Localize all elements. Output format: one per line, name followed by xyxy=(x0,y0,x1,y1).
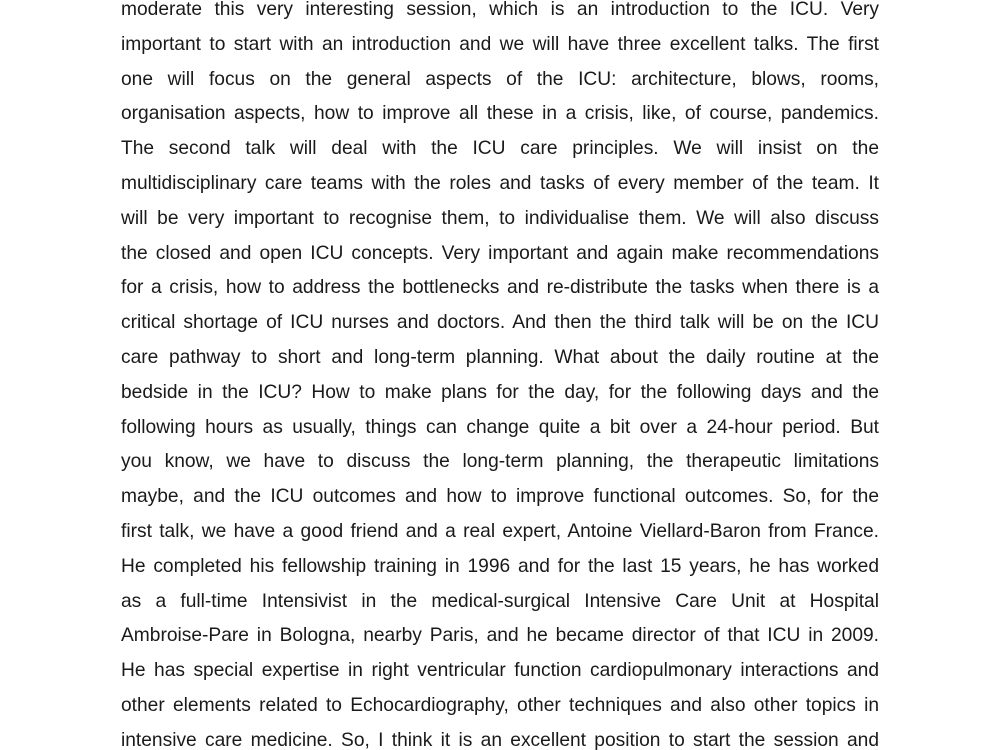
text-line: for a crisis, how to address the bottlenecks and re-distribute the tasks when there is a xyxy=(121,277,879,299)
text-line: following hours as usually, things can change quite a bit over a 24-hour period. But xyxy=(121,416,879,438)
text-line: moderate this very interesting session, which is an introduction to the ICU. Very xyxy=(121,0,879,20)
text-line: care pathway to short and long-term planning. What about the daily routine at the xyxy=(121,346,879,368)
text-line: organisation aspects, how to improve all these in a crisis, like, of course, pandemics. xyxy=(121,103,879,125)
transcript-text-block xyxy=(121,0,879,750)
text-line: He completed his fellowship training in 1996 and for the last 15 years, he has worked xyxy=(121,555,879,577)
text-line: maybe, and the ICU outcomes and how to improve functional outcomes. So, for the xyxy=(121,486,879,508)
text-line: important to start with an introduction and we will have three excellent talks. The first xyxy=(121,33,879,55)
text-line: other elements related to Echocardiography, other techniques and also other topics in xyxy=(121,694,879,716)
text-line: one will focus on the general aspects of the ICU: architecture, blows, rooms, xyxy=(121,68,879,90)
text-line: Ambroise-Pare in Bologna, nearby Paris, and he became director of that ICU in 2009. xyxy=(121,625,879,647)
text-line: multidisciplinary care teams with the roles and tasks of every member of the team. It xyxy=(121,172,879,194)
text-line: the closed and open ICU concepts. Very important and again make recommendations xyxy=(121,242,879,264)
text-line: The second talk will deal with the ICU care principles. We will insist on the xyxy=(121,138,879,160)
text-line: first talk, we have a good friend and a real expert, Antoine Viellard-Baron from France. xyxy=(121,520,879,542)
text-line: bedside in the ICU? How to make plans for the day, for the following days and the xyxy=(121,381,879,403)
text-line: critical shortage of ICU nurses and doctors. And then the third talk will be on the ICU xyxy=(121,312,879,334)
text-line: will be very important to recognise them, to individualise them. We will also discuss xyxy=(121,207,879,229)
text-line: as a full-time Intensivist in the medical-surgical Intensive Care Unit at Hospital xyxy=(121,590,879,612)
text-line: intensive care medicine. So, I think it is an excellent position to start the session and xyxy=(121,729,879,750)
text-line: He has special expertise in right ventricular function cardiopulmonary interactions and xyxy=(121,660,879,682)
text-line: you know, we have to discuss the long-term planning, the therapeutic limitations xyxy=(121,451,879,473)
